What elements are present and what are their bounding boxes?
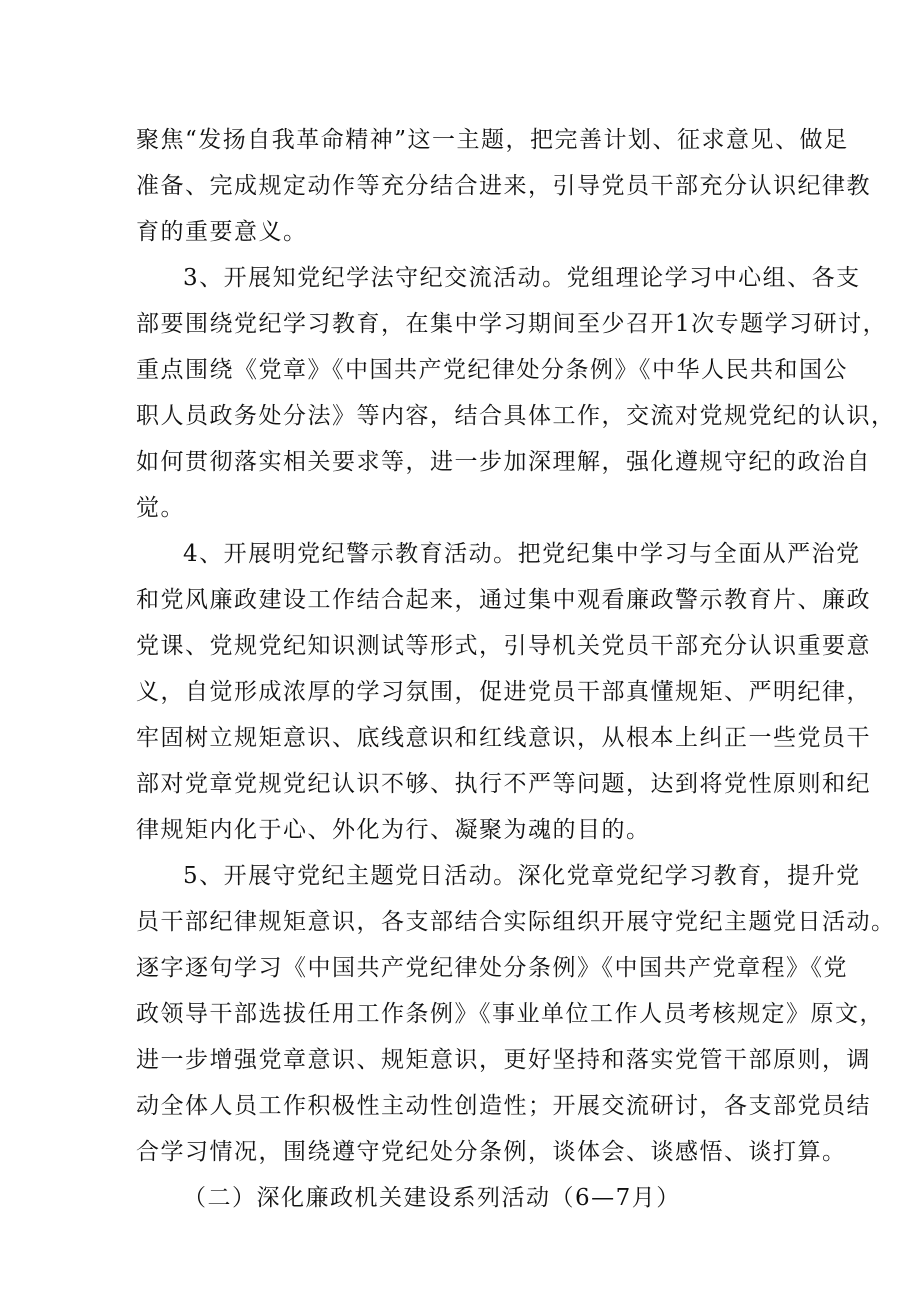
paragraph-line: 4、开展明党纪警示教育活动。把党纪集中学习与全面从严治党 bbox=[183, 541, 861, 567]
paragraph-line: 党课、党规党纪知识测试等形式，引导机关党员干部充分认识重要意 bbox=[136, 633, 871, 659]
paragraph-line: 牢固树立规矩意识、底线意识和红线意识，从根本上纠正一些党员干 bbox=[136, 725, 871, 751]
paragraph-line: 重点围绕《党章》《中国共产党纪律处分条例》《中华人民共和国公 bbox=[136, 357, 848, 383]
paragraph-line: 动全体人员工作积极性主动性创造性；开展交流研讨，各支部党员结 bbox=[136, 1093, 871, 1119]
paragraph-line: 聚焦“发扬自我革命精神”这一主题，把完善计划、征求意见、做足 bbox=[136, 127, 849, 153]
paragraph-line: 部要围绕党纪学习教育，在集中学习期间至少召开1次专题学习研讨， bbox=[136, 311, 888, 337]
paragraph-line: 逐字逐句学习《中国共产党纪律处分条例》《中国共产党章程》《党 bbox=[136, 955, 848, 981]
paragraph-line: 进一步增强党章意识、规矩意识，更好坚持和落实党管干部原则，调 bbox=[136, 1047, 871, 1073]
paragraph-line: 5、开展守党纪主题党日活动。深化党章党纪学习教育，提升党 bbox=[183, 863, 861, 889]
paragraph-line: 合学习情况，围绕遵守党纪处分条例，谈体会、谈感悟、谈打算。 bbox=[136, 1139, 847, 1165]
paragraph-line: 职人员政务处分法》等内容，结合具体工作，交流对党规党纪的认识， bbox=[136, 403, 896, 429]
paragraph-line: 和党风廉政建设工作结合起来，通过集中观看廉政警示教育片、廉政 bbox=[136, 587, 871, 613]
section-heading: （二）深化廉政机关建设系列活动（6—7月） bbox=[183, 1185, 681, 1211]
paragraph-line: 准备、完成规定动作等充分结合进来，引导党员干部充分认识纪律教 bbox=[136, 173, 871, 199]
paragraph-line: 律规矩内化于心、外化为行、凝聚为魂的目的。 bbox=[136, 817, 651, 843]
paragraph-line: 3、开展知党纪学法守纪交流活动。党组理论学习中心组、各支 bbox=[183, 265, 861, 291]
paragraph-line: 部对党章党规党纪认识不够、执行不严等问题，达到将党性原则和纪 bbox=[136, 771, 871, 797]
paragraph-line: 育的重要意义。 bbox=[136, 219, 308, 245]
paragraph-line: 义，自觉形成浓厚的学习氛围，促进党员干部真懂规矩、严明纪律， bbox=[136, 679, 871, 705]
paragraph-line: 如何贯彻落实相关要求等，进一步加深理解，强化遵规守纪的政治自 bbox=[136, 449, 871, 475]
paragraph-line: 觉。 bbox=[136, 495, 185, 521]
paragraph-line: 政领导干部选拔任用工作条例》《事业单位工作人员考核规定》原文， bbox=[136, 1001, 884, 1027]
paragraph-line: 员干部纪律规矩意识，各支部结合实际组织开展守党纪主题党日活动。 bbox=[136, 909, 896, 935]
